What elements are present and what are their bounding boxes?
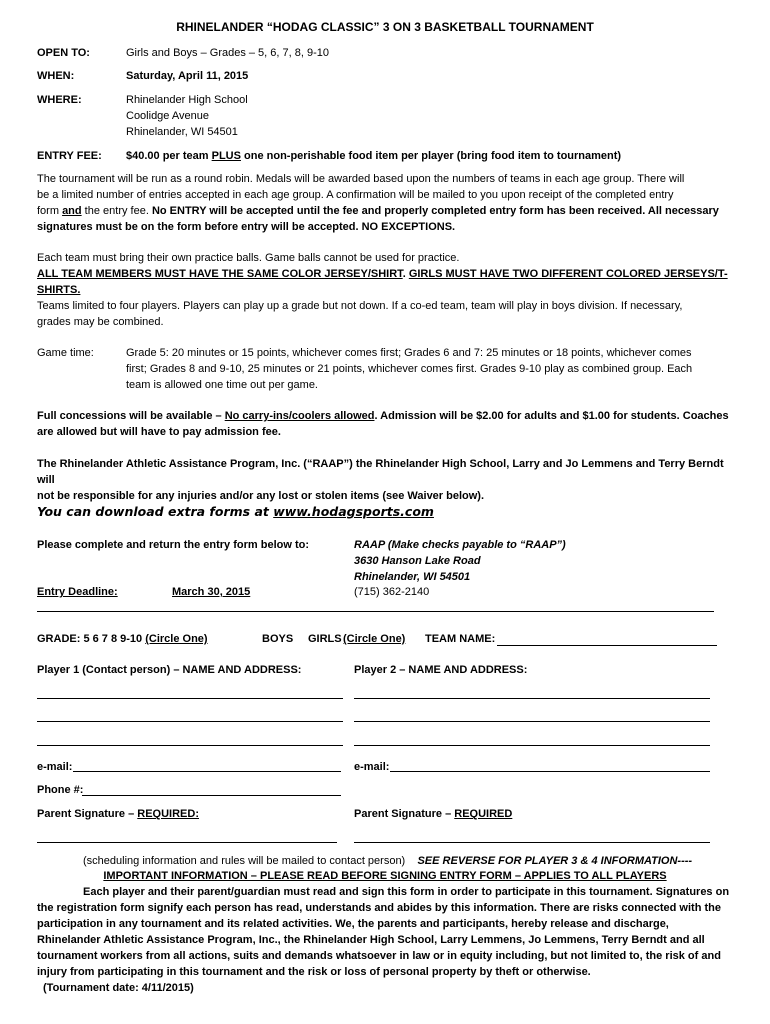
waiver-line-4: Rhinelander Athletic Assistance Program, Inc., the Rhinelander High School, Larry Lemmens, Jo Lemmens, Terry Berndt and all <box>37 934 705 946</box>
waiver-line-6: injury from participating in this tournament and the risk or loss of personal property by theft or otherwise. <box>37 966 591 978</box>
entry-fee-plus: PLUS <box>211 150 241 162</box>
rr-no-entry: No ENTRY will be accepted until the fee and properly completed entry form has been received <box>151 205 643 217</box>
raap-phone: (715) 362-2140 <box>354 586 430 598</box>
entry-deadline-label: Entry Deadline: <box>37 586 118 598</box>
boys-option[interactable]: BOYS <box>262 633 294 645</box>
page-title: RHINELANDER “HODAG CLASSIC” 3 ON 3 BASKETBALL TOURNAMENT <box>176 20 594 34</box>
where-line-3: Rhinelander, WI 54501 <box>126 126 238 138</box>
liability-line-2: not be responsible for any injuries and/or any lost or stolen items (see Waiver below). <box>37 490 485 502</box>
rr-and: and <box>62 205 82 217</box>
scheduling-text: (scheduling information and rules will be mailed to contact person) <box>83 855 406 867</box>
entry-fee-pre: $40.00 per team <box>126 150 212 162</box>
raap-line-2: 3630 Hanson Lake Road <box>354 555 481 567</box>
player-1-phone-label: Phone #: <box>37 784 84 796</box>
balls-line-2 <box>37 266 737 298</box>
girls-option[interactable]: GIRLS <box>308 633 342 645</box>
game-time-line-2: first; Grades 8 and 9-10, 25 minutes or 21 points, whichever comes first. Grades 9-10 play as combined group. Each <box>126 363 693 375</box>
balls-paragraph <box>37 250 737 298</box>
balls-line-1: Each team must bring their own practice balls. Game balls cannot be used for practice. <box>37 252 460 264</box>
game-time-line-1: Grade 5: 20 minutes or 15 points, whichever comes first; Grades 6 and 7: 25 minutes or 18 points, whichever comes <box>126 347 692 359</box>
same-color-jersey: ALL TEAM MEMBERS MUST HAVE THE SAME COLOR JERSEY/SHIRT <box>37 268 403 280</box>
player-1-email-field[interactable] <box>73 771 341 772</box>
scheduling-note <box>83 853 692 869</box>
see-reverse-note: SEE REVERSE FOR PLAYER 3 & 4 INFORMATION---- <box>417 855 693 867</box>
parent-sig-pre-2: Parent Signature – <box>354 808 455 820</box>
player-1-address-line-1[interactable] <box>37 698 343 699</box>
required-1: REQUIRED: <box>137 808 199 820</box>
open-to-value: Girls and Boys – Grades – 5, 6, 7, 8, 9-10 <box>126 47 329 59</box>
round-robin-line-2: be a limited number of entries accepted in each age group. A confirmation will be mailed to you upon receipt of the completed entry <box>37 189 674 201</box>
concessions-post: . Admission will be $2.00 for adults and $1.00 for students. Coaches <box>374 410 729 422</box>
liability-paragraph <box>37 456 737 504</box>
player-2-email-label: e-mail: <box>354 761 390 773</box>
circle-one-grade: (Circle One) <box>145 633 208 645</box>
entry-fee-post: one non-perishable food item per player (bring food item to tournament) <box>240 150 622 162</box>
grade-options[interactable]: GRADE: 5 6 7 8 9-10 <box>37 633 146 645</box>
teams-line-2: grades may be combined. <box>37 316 164 328</box>
teams-paragraph <box>37 298 737 330</box>
where-label: WHERE: <box>37 94 82 106</box>
open-to-label: OPEN TO: <box>37 47 90 59</box>
important-info-heading: IMPORTANT INFORMATION – PLEASE READ BEFORE SIGNING ENTRY FORM – APPLIES TO ALL PLAYERS <box>103 870 667 882</box>
waiver-paragraph <box>37 884 737 996</box>
player-2-header: Player 2 – NAME AND ADDRESS: <box>354 664 528 676</box>
when-value: Saturday, April 11, 2015 <box>126 70 249 82</box>
player-1-address-line-2[interactable] <box>37 721 343 722</box>
raap-line-1: RAAP (Make checks payable to “RAAP”) <box>354 539 566 551</box>
download-pre: You can download extra forms at <box>37 504 274 519</box>
player-2-address-line-3[interactable] <box>354 745 710 746</box>
concessions-line-1 <box>37 408 737 424</box>
game-time-text <box>126 345 746 393</box>
when-label: WHEN: <box>37 70 75 82</box>
parent-sig-pre-1: Parent Signature – <box>37 808 138 820</box>
waiver-line-2: the registration form signify each person has read, understands and abides by this information. There are risks connected with the <box>37 902 721 914</box>
hodagsports-link[interactable]: www.hodagsports.com <box>273 504 434 519</box>
round-robin-line-1: The tournament will be run as a round robin. Medals will be awarded based upon the numbers of teams in each age group. There will <box>37 173 685 185</box>
liability-line-1: The Rhinelander Athletic Assistance Program, Inc. (“RAAP”) the Rhinelander High School, Larry and Jo Lemmens and Terry Berndt will <box>37 458 724 486</box>
game-time-line-3: team is allowed one time out per game. <box>126 379 318 391</box>
player-1-parent-signature-label <box>37 806 199 822</box>
player-1-header: Player 1 (Contact person) – NAME AND ADDRESS: <box>37 664 302 676</box>
grade-row <box>37 631 208 647</box>
download-forms-text <box>37 504 434 520</box>
tournament-date: (Tournament date: 4/11/2015) <box>43 982 194 994</box>
round-robin-line-3 <box>37 203 737 219</box>
player-2-parent-signature-label <box>354 806 512 822</box>
concessions-line-2: are allowed but will have to pay admission fee. <box>37 426 281 438</box>
game-time-label: Game time: <box>37 347 94 359</box>
no-carry-ins: No carry-ins/coolers allowed <box>224 410 375 422</box>
rr-entry-fee: the entry fee. <box>81 205 152 217</box>
concessions-pre: Full concessions will be available – <box>37 410 225 422</box>
waiver-line-5: tournament workers from all actions, suits and demands whatsoever in law or in equity including, but not limited to, the risk of and <box>37 950 721 962</box>
player-2-address-line-2[interactable] <box>354 721 710 722</box>
player-1-phone-field[interactable] <box>82 795 341 796</box>
player-2-address-line-1[interactable] <box>354 698 710 699</box>
round-robin-paragraph <box>37 171 737 235</box>
player-2-parent-signature-field[interactable] <box>354 842 710 843</box>
entry-fee-value <box>126 148 621 164</box>
balls-sep: . <box>402 268 409 280</box>
teams-line-1: Teams limited to four players. Players can play up a grade but not down. If a co-ed team, team will play in boys division. If necessary, <box>37 300 683 312</box>
team-name-label: TEAM NAME: <box>425 633 496 645</box>
required-2: REQUIRED <box>454 808 513 820</box>
where-line-2: Coolidge Avenue <box>126 110 209 122</box>
player-1-parent-signature-field[interactable] <box>37 842 337 843</box>
rr-form: form <box>37 205 63 217</box>
round-robin-line-4: signatures must be on the form before entry will be accepted. NO EXCEPTIONS. <box>37 221 456 233</box>
player-1-email-label: e-mail: <box>37 761 73 773</box>
cut-line <box>37 611 714 612</box>
entry-deadline-date: March 30, 2015 <box>172 586 251 598</box>
concessions-paragraph <box>37 408 737 440</box>
waiver-line-1: Each player and their parent/guardian must read and sign this form in order to participate in this tournament. Signatures on <box>83 886 730 898</box>
player-2-email-field[interactable] <box>390 771 710 772</box>
team-name-field[interactable] <box>497 645 717 646</box>
waiver-line-3: participation in any tournament and its related activities. We, the parents and participants, hereby release and discharge, <box>37 918 669 930</box>
girls-two-jerseys: GIRLS MUST HAVE TWO DIFFERENT COLORED JERSEYS/T-SHIRTS. <box>37 268 728 296</box>
player-1-address-line-3[interactable] <box>37 745 343 746</box>
where-line-1: Rhinelander High School <box>126 94 248 106</box>
entry-fee-label: ENTRY FEE: <box>37 150 102 162</box>
rr-all-necessary: . All necessary <box>642 205 719 217</box>
raap-line-3: Rhinelander, WI 54501 <box>354 571 471 583</box>
circle-one-gender: (Circle One) <box>343 633 406 645</box>
return-instructions: Please complete and return the entry form below to: <box>37 539 309 551</box>
